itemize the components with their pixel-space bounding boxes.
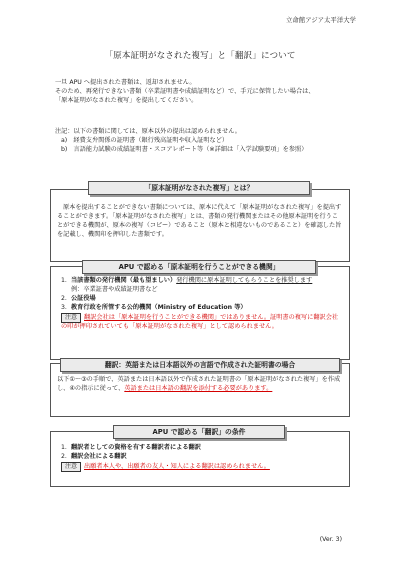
- warning-tag: 注意: [61, 462, 81, 472]
- section-translation-heading: 翻訳：英語または日本語以外の言語で作成された証明書の場合: [60, 358, 340, 372]
- list-item: 2. 翻訳会社による翻訳: [61, 452, 127, 460]
- warning-note: 注意 翻訳会社は「原本証明を行うことができる機関」ではありません。証明書の複写に翻訳会社の印が押印されていても「原本証明がなされた複写」として認められません。: [61, 313, 339, 330]
- list-item: 2. 公証役場: [61, 294, 96, 302]
- section-certified-copy: [50, 189, 350, 262]
- list-item: 1. 翻訳者としての資格を有する翻訳者による翻訳: [61, 444, 201, 451]
- section-certified-copy-heading: 「原本証明がなされた複写」とは？: [88, 181, 310, 195]
- section-translation-emphasis: 英語または日本語の翻訳を添付する必要があります。: [124, 384, 273, 392]
- section-translation-body: 以下①～③の手順で、英語または日本語以外で作成された証明書の「原本証明がなされた複写」を作成し、④の指示に従って、: [57, 376, 341, 392]
- warning-tag: 注意: [61, 313, 81, 323]
- intro-paragraph: [55, 79, 355, 106]
- note-item-a: a) 経費支弁関係の証明書（銀行残高証明や収入証明など）: [61, 136, 229, 144]
- university-name: 立命館アジア太平洋大学: [285, 16, 356, 24]
- note-lead: 注記：以下の書類に関しては、原本以外の提出は認められません。: [55, 128, 241, 135]
- section-certifying-institutions: [50, 266, 350, 360]
- list-item: 1. 当該書類の発行機関（最も望ましい）発行機関に原本証明してもらうことを推奨します: [61, 277, 313, 284]
- page-title: 「原本証明がなされた複写」と「翻訳」について: [104, 51, 296, 61]
- section-translation-conditions: [50, 431, 350, 487]
- note-item-b: b) 言語能力試験の成績証明書・スコアレポート等（※詳細は「入学試験要項」を参照）: [61, 145, 308, 153]
- section-certifying-institutions-heading: APU で認める「原本証明を行うことができる機関」: [82, 260, 316, 274]
- list-item: 例：卒業証書や成績証明書など: [71, 285, 158, 293]
- intro-line: 一旦 APU へ提出された書類は、返却されません。: [55, 79, 196, 86]
- warning-note: 注意 出願者本人や、出願者の友人・知人による翻訳は認められません。: [61, 462, 343, 472]
- version-label: (Ver. 3): [319, 536, 342, 543]
- section-translation-conditions-heading: APU で認める「翻訳」の条件: [113, 425, 285, 439]
- note-block: [55, 128, 355, 155]
- section-certified-copy-body: 原本を提出することができない書類については、原本に代えて「原本証明がなされた複写」を提出することができます。「原本証明がなされた複写」とは、書類の発行機関またはその他原本証明を行うことができる機関が、原本の複写（コピー）であること（原本と相違ないものであること）を確認した旨を記載し、機関印を押印した書類です。: [57, 204, 342, 238]
- list-item: 3. 教育行政を所管する公的機関（Ministry of Education 等）: [61, 303, 247, 311]
- intro-line: そのため、再発行できない書類（卒業証明書や成績証明など）で、手元に保管したい場合は、: [55, 87, 315, 95]
- intro-line: 「原本証明がなされた複写」を提出してください。: [55, 96, 198, 104]
